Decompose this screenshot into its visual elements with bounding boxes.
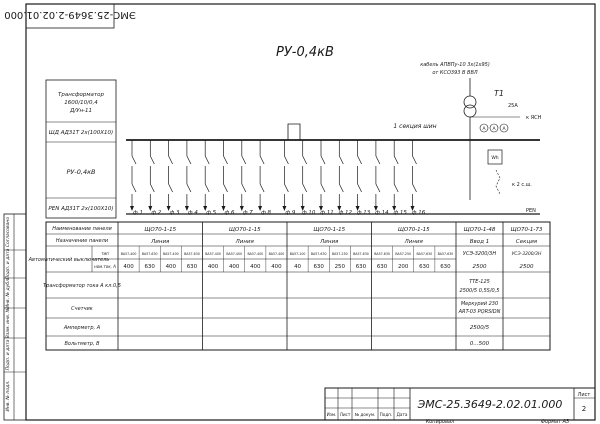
input-breaker-current: 2500 [472, 264, 487, 270]
title-block-code: ЭМС-25.3649-2.02.01.000 [417, 398, 563, 411]
panel-name: ЩО70-1-15 [228, 227, 261, 233]
breaker-type: ВА57-400 [205, 252, 221, 256]
feeder [222, 140, 235, 216]
breaker-type: ВА57-630 [184, 252, 200, 256]
feeder-label: ф.14 [375, 210, 389, 216]
feeder-label: ф.11 [320, 210, 334, 216]
breaker-type: ВА57-100 [289, 252, 306, 256]
feeder-label: ф.16 [411, 210, 426, 216]
breaker-current: 250 [334, 264, 346, 270]
bus-coupler [288, 124, 300, 140]
breaker-current: 40 [294, 264, 302, 270]
transformer-winding-2 [464, 105, 476, 117]
meter-group [480, 124, 508, 161]
feeder-label: ф.2 [151, 210, 162, 216]
phase-voltage-label: 25А [508, 103, 518, 109]
breaker-type: ВА57-400 [162, 252, 179, 256]
title-block-col-header: Изм. [326, 412, 337, 417]
ammeter-letter: А [482, 127, 486, 132]
feeder [185, 140, 198, 216]
breaker-current: 630 [440, 264, 451, 270]
breaker-current: 400 [165, 264, 177, 270]
breaker-type: ВА57-250 [395, 252, 412, 256]
breaker-current: 400 [271, 264, 282, 270]
breaker-current: 400 [123, 264, 134, 270]
wh-letter: Wh [491, 156, 499, 161]
breaker-type: ВА57-400 [120, 252, 137, 256]
meter-variant: ART-03 PQRSIDN [458, 309, 501, 315]
panel-name: ЩО70-1-15 [144, 227, 177, 233]
breaker-sub-label: тип [101, 251, 109, 256]
format-label: Формат А3 [540, 419, 570, 424]
sheet-label: Лист [577, 392, 591, 398]
vlg-label: к ЯСН [526, 115, 542, 121]
feeder-label: ф.3 [169, 210, 180, 216]
ammeter-letter: A [502, 127, 506, 132]
table-row-label: Счетчик [71, 306, 93, 312]
ru-text: РУ-0,4кВ [66, 168, 96, 176]
feeder [374, 140, 389, 216]
strip-label: Инв. № подл. [6, 380, 11, 412]
breaker-type: ВА57-630 [416, 252, 433, 256]
feeder-label: ф.8 [261, 210, 272, 216]
section-breaker-type: УСЭ-3200/3Н [511, 252, 542, 257]
trafo-text-3: Д/Ун-11 [69, 108, 93, 114]
breaker-current: 630 [186, 264, 198, 270]
breaker-current: 630 [313, 264, 324, 270]
table-row-label: Назначение панели [55, 238, 109, 244]
breaker-type: ВА57-630 [353, 252, 369, 256]
cable-note-2: от КСО393 В ВВЛ [432, 70, 478, 76]
code-stamp-text: ЭМС-25.3649-2.02.01.000 [4, 9, 136, 20]
panel-name: ЩО70-1-15 [313, 227, 346, 233]
feeder-label: ф.13 [356, 210, 371, 216]
table-row-label: Амперметр, А [63, 325, 101, 331]
breaker-type: ВА57-630 [141, 252, 158, 256]
feeder [356, 140, 371, 216]
ct-ratio: 2500/5 0,5S/0,5 [459, 288, 500, 294]
feeder [258, 140, 271, 216]
feeder [167, 140, 180, 216]
breaker-type: ВА57-250 [331, 252, 348, 256]
title-block-col-header: № докум. [354, 412, 376, 417]
title-block-columns [327, 412, 408, 417]
panel-purpose: Линия [320, 239, 339, 245]
breaker-current: 400 [250, 264, 261, 270]
feeder [203, 140, 216, 216]
breaker-sub-label: ном.ток, А [94, 264, 116, 269]
breaker-type: ВА57-630 [374, 252, 390, 256]
strip-label: Подп. и дата [6, 339, 11, 371]
panel-name: ЩО70-1-73 [510, 227, 543, 233]
strip-label: Подп. и дата [6, 248, 11, 280]
pen-bus-text: PEN АД31Т 2х(100Х10) [48, 206, 114, 212]
title-block-col-header: Лист [339, 412, 351, 417]
voltmeter-scale: 0...500 [469, 341, 490, 347]
breaker-current: 630 [355, 264, 367, 270]
feeder [319, 140, 334, 216]
panel-purpose: Линия [404, 239, 423, 245]
strip-label: Согласовано [6, 216, 11, 248]
panel-name: ЩО70-1-15 [397, 227, 430, 233]
breaker-type: ВА57-630 [437, 252, 454, 256]
feeder [411, 140, 426, 216]
binding-strip-labels [5, 217, 11, 412]
input-breaker-type: УСЭ-3200/3Н [462, 251, 497, 257]
breaker-type: ВА57-400 [268, 252, 285, 256]
feeder-label: ф.15 [393, 210, 407, 216]
breaker-type: ВА57-400 [226, 252, 243, 256]
section-breaker-current: 2500 [519, 264, 534, 270]
ct-type: ТТЕ-125 [469, 279, 490, 285]
feeder-label: ф.4 [187, 210, 198, 216]
ammeter-scale: 2500/5 [469, 325, 490, 331]
breaker-current: 200 [397, 264, 409, 270]
feeder-label: ф.9 [285, 210, 296, 216]
panel-purpose: Линия [235, 239, 254, 245]
ammeter-letter: A [492, 127, 496, 132]
meter-model: Меркурий 230 [460, 301, 499, 307]
feeder [301, 140, 316, 216]
feeder-label: ф.12 [338, 210, 353, 216]
strip-label: Инв. № дубл. [6, 277, 11, 309]
feeder [282, 140, 295, 216]
breaker-type: ВА57-400 [247, 252, 264, 256]
ground-label-1: к 2 с.ш. [512, 182, 532, 188]
feeder-label: ф.10 [301, 210, 316, 216]
sheet-number: 2 [581, 405, 587, 413]
feeder [337, 140, 352, 216]
copied-label: Копировал [425, 419, 455, 424]
table-row-label: Наименование панели [52, 226, 112, 232]
transformer-label: Т1 [494, 89, 504, 98]
panel-table-grid [28, 222, 550, 350]
breaker-current: 630 [419, 264, 430, 270]
title-block-col-header: Дата [396, 412, 408, 417]
busbar-text: ШД АД31Т 2х(100Х10) [48, 130, 114, 136]
cable-note-1: кабель АПВПу-10 3х(1х95) [420, 62, 490, 68]
title-block-col-header: Подп. [379, 412, 393, 417]
feeder [148, 140, 161, 216]
breaker-type: ВА57-630 [310, 252, 327, 256]
section-label: 1 секция шин [393, 123, 437, 130]
feeder-label: ф.7 [242, 210, 253, 216]
feeder [392, 140, 407, 216]
feeder-label: ф.1 [133, 210, 143, 216]
feeder-label: ф.6 [224, 210, 235, 216]
trafo-text-2: 1600/10/0,4 [64, 100, 98, 106]
breaker-current: 400 [207, 264, 219, 270]
breaker-current: 630 [144, 264, 155, 270]
breaker-current: 400 [228, 264, 240, 270]
schematic-title: РУ-0,4кВ [276, 45, 334, 60]
panel-purpose: Секция [515, 239, 538, 245]
feeder [130, 140, 143, 216]
panel-name: ЩО70-1-48 [463, 227, 496, 233]
feeder-label: ф.5 [206, 210, 217, 216]
feeder [240, 140, 253, 216]
table-row-label: Вольтметр, В [64, 341, 100, 347]
ground-label-2: PEN [526, 208, 536, 214]
trafo-text-1: Трансформатор [58, 92, 104, 98]
panel-purpose: Линия [151, 239, 170, 245]
strip-label: Взам. инв. № [6, 307, 11, 339]
breaker-current: 630 [376, 264, 388, 270]
feeder-group [130, 140, 426, 216]
table-row-label: Трансформатор тока А кл.0,5 [43, 283, 121, 289]
panel-purpose: Ввод 1 [469, 239, 490, 245]
ct-link [496, 170, 500, 194]
table-row-label: Автоматический выключатель [28, 257, 110, 263]
